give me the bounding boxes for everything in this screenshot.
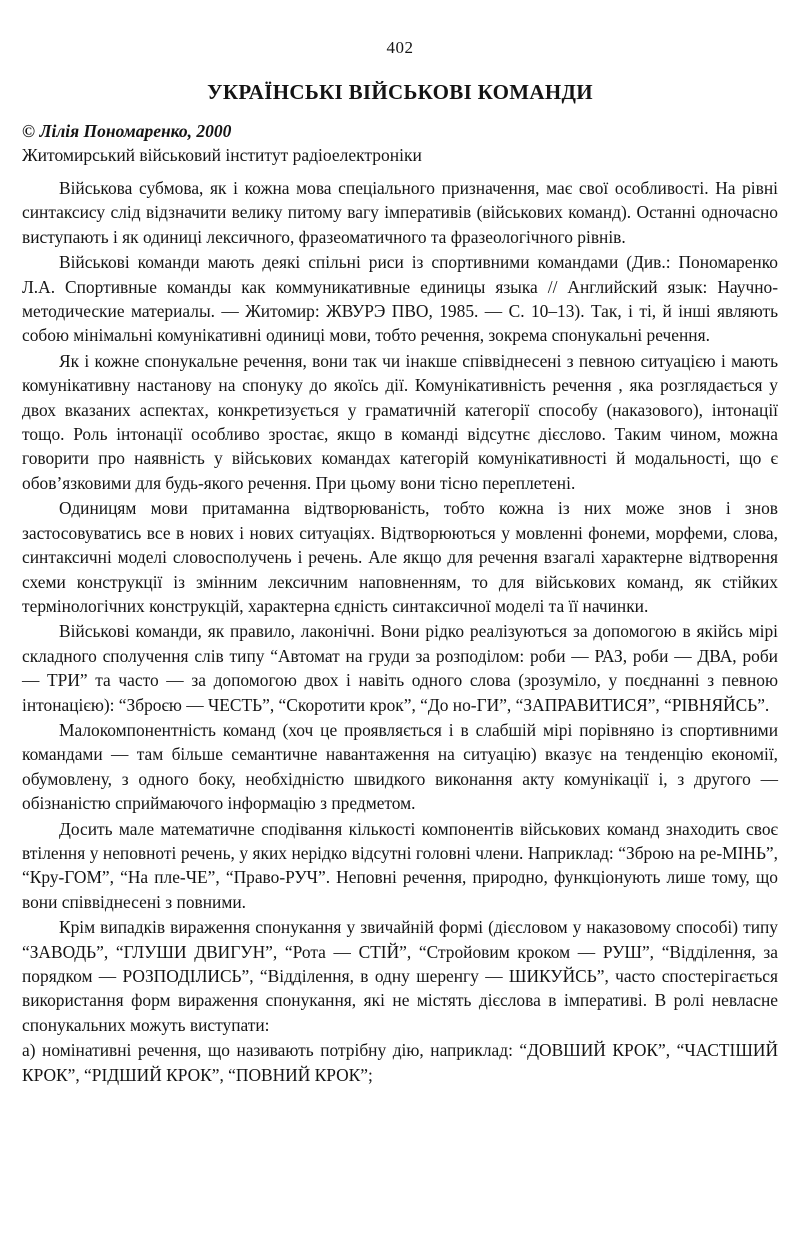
author-affiliation: Житомирський військовий інститут радіоелектроніки xyxy=(22,145,422,165)
article-title: УКРАЇНСЬКІ ВІЙСЬКОВІ КОМАНДИ xyxy=(207,80,593,104)
paragraph-few-components: Малокомпонентність команд (хоч це проявляється і в слабшій мірі порівняно із спортивними командами — там більше семантичне навантаження на ситуацію) вказує на тенденцію економії, обумовлену, з одного боку, необхідністю швидкого виконання акту комунікації і, з другого — обізнаністю сприймаючого інформацію з предметом. xyxy=(22,719,778,814)
document-page xyxy=(22,0,778,1240)
paragraph-laconic: Військові команди, як правило, лаконічні. Вони рідко реалізуються за допомогою в якійсь мірі складного сполучення слів типу “Автомат на груди за розподілом: роби — РАЗ, роби — ДВА, роби — ТРИ” та часто — за допомогою двох і навіть одного слова (зрозуміло, у поєднанні з певною інтонацією): “Зброєю — ЧЕСТЬ”, “Скоротити крок”, “До но-ГИ”, “ЗАПРАВИТИСЯ”, “РІВНЯЙСЬ”. xyxy=(22,621,778,715)
paragraph-nominative-list-item: а) номінативні речення, що називають потрібну дію, наприклад: “ДОВШИЙ КРОК”, “ЧАСТІШИЙ КРОК”, “РІДШИЙ КРОК”, “ПОВНИЙ КРОК”; xyxy=(22,1040,778,1085)
paragraph-sports-commands: Військові команди мають деякі спільні риси із спортивними командами (Див.: Пономаренко Л.А. Спортивные команды как коммуникативные единицы языка // Английский язык: Научно-методические материалы. — Житомир: ЖВУРЭ ПВО, 1985. — С. 10–13). Так, і ті, й інші являють собою мінімальні комунікативні одиниці мови, тобто речення, зокрема спонукальні речення. xyxy=(22,252,778,346)
author-byline: © Лілія Пономаренко, 2000 xyxy=(22,121,232,141)
article-body xyxy=(22,176,778,1088)
paragraph-intro: Військова субмова, як і кожна мова спеціального призначення, має свої особливості. На рівні синтаксису слід відзначити велику питому вагу імперативів (військових команд). Останні одночасно виступають і як одиниці лексичного, фразеоматичного та фразеологічного рівнів. xyxy=(22,178,778,247)
paragraph-reproducibility: Одиницям мови притаманна відтворюваність, тобто кожна із них може знов і знов застосовуватись все в нових і нових ситуаціях. Відтворюються у мовленні фонеми, морфеми, слова, синтаксичні моделі словосполучень і речень. Але якщо для речення взагалі характерне відтворення схеми конструкції із змінним лексичним наповненням, то для військових команд, як стійких термінологічних конструкцій, характерна єдність синтаксичної моделі та її начинки. xyxy=(22,498,778,616)
paragraph-communicativeness: Як і кожне спонукальне речення, вони так чи інакше співвіднесені з певною ситуацією і мають комунікативну настанову на спонуку до якоїсь дії. Комунікативність речення , яка розглядається у двох вказаних аспектах, конкретизується у граматичній категорії способу (наказового), інтонації тощо. Роль інтонації особливо зростає, якщо в команді відсутнє дієслово. Таким чином, можна говорити про наявність у військових командах категорій комунікативності й модальності, що є обов’язковими для будь-якого речення. При цьому вони тісно переплетені. xyxy=(22,350,778,493)
paragraph-incomplete-sentences: Досить мале математичне сподівання кількості компонентів військових команд знаходить своє втілення у неповноті речень, у яких нерідко відсутні головні члени. Наприклад: “Зброю на ре-МІНЬ”, “Кру-ГОМ”, “На пле-ЧЕ”, “Право-РУЧ”. Неповні речення, природно, функціонують лише тому, що вони співвіднесені з повними. xyxy=(22,818,778,912)
paragraph-imperative-forms: Крім випадків вираження спонукання у звичайній формі (дієсловом у наказовому способі) типу “ЗАВОДЬ”, “ГЛУШИ ДВИГУН”, “Рота — СТІЙ”, “Стройовим кроком — РУШ”, “Відділення, за порядком — РОЗПОДІЛИСЬ”, “Відділення, в одну шеренгу — ШИКУЙСЬ”, часто спостерігається використання форм вираження спонукання, які не містять дієслова в імперативі. В ролі невласне спонукальних можуть виступати: xyxy=(22,917,778,1035)
page-number: 402 xyxy=(386,38,414,57)
